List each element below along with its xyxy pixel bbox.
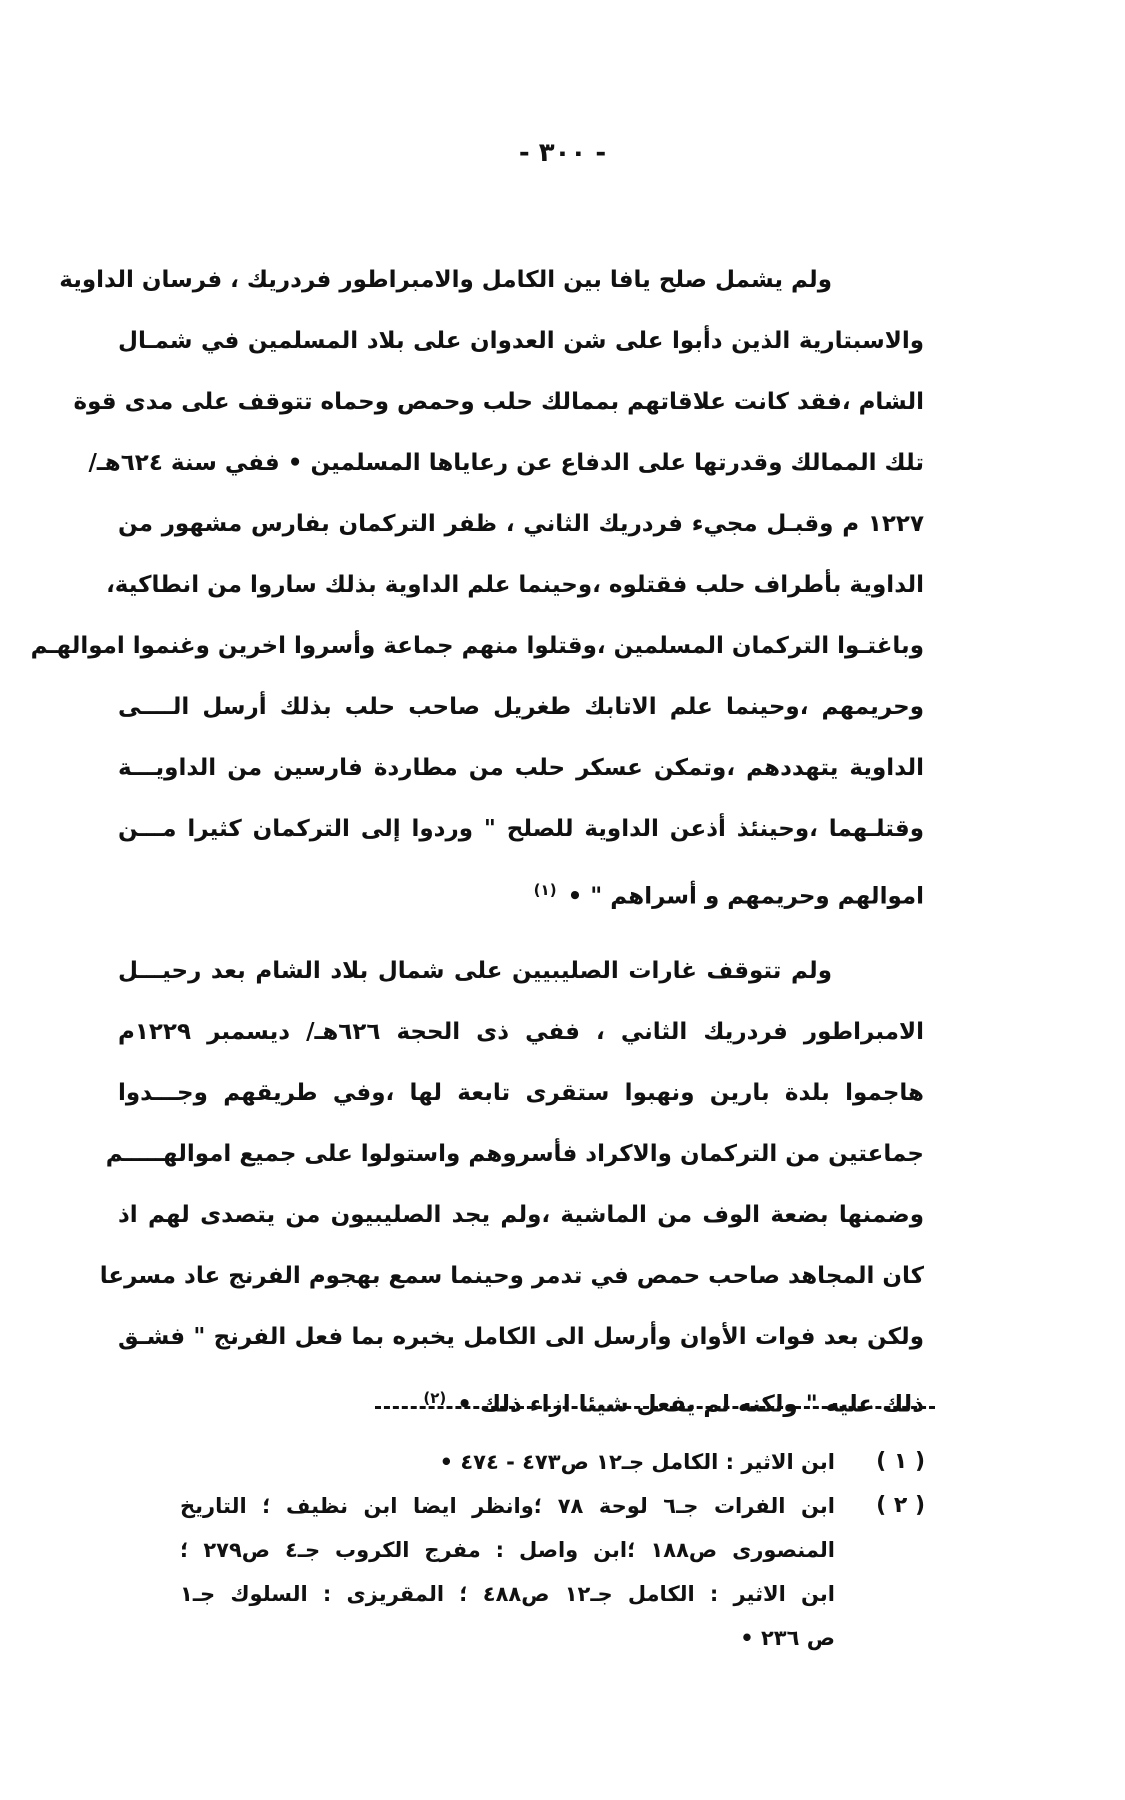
text-line-paragraph-end	[118, 1368, 924, 1429]
text-line: الداوية بأطراف حلب فقتلوه ،وحينما علم الداوية بذلك ساروا من انطاكية،	[106, 572, 924, 598]
footnote-line: ابن الفرات جـ٦ لوحة ٧٨ ؛وانظر ايضا ابن نظيف ؛ التاريخ	[180, 1494, 835, 1518]
text-line: ولم يشمل صلح يافا بين الكامل والامبراطور فردريك ، فرسان الداوية	[59, 267, 832, 293]
text-line: الشام ،فقد كانت علاقاتهم بممالك حلب وحمص وحماه تتوقف على مدى قوة	[73, 389, 924, 415]
page-number: - ٣٠٠ -	[518, 138, 607, 168]
text-line: وباغتـوا التركمان المسلمين ،وقتلوا منهم جماعة وأسروا اخرين وغنموا اموالهـم	[30, 633, 924, 659]
text-line: الامبراطور فردريك الثاني ، ففي ذى الحجة ٦٢٦هـ/ ديسمبر ١٢٢٩م	[118, 1019, 924, 1045]
footnote-2	[180, 1484, 925, 1660]
text-line: تلك الممالك وقدرتها على الدفاع عن رعاياها المسلمين • ففي سنة ٦٢٤هـ/	[88, 450, 924, 476]
footnote-reference-2[interactable]: (٢)	[423, 1389, 447, 1407]
text-line-paragraph-end	[118, 860, 924, 921]
footnote-line: ص ٢٣٦ •	[740, 1626, 835, 1650]
footnote-line: ابن الاثير : الكامل جـ١٢ ص٤٨٨ ؛ المقريزى : السلوك جـ١	[180, 1582, 836, 1606]
text-line: الداوية يتهددهم ،وتمكن عسكر حلب من مطاردة فارسين من الداويـــة	[118, 755, 924, 781]
paragraph-end-text: اموالهم وحريمهم و أسراهم " •	[567, 883, 924, 910]
text-line: كان المجاهد صاحب حمص في تدمر وحينما سمع بهجوم الفرنج عاد مسرعا	[99, 1263, 924, 1289]
footnote-line: ابن الاثير : الكامل جـ١٢ ص٤٧٣ - ٤٧٤ •	[439, 1450, 835, 1474]
footnote-text	[180, 1440, 835, 1484]
text-line: وحريمهم ،وحينما علم الاتابك طغريل صاحب حلب بذلك أرسل الــــى	[118, 694, 924, 720]
footnote-1	[180, 1440, 925, 1484]
text-line: وقتلـهما ،وحينئذ أذعن الداوية للصلح " وردوا إلى التركمان كثيرا مـــن	[118, 816, 924, 842]
footnote-reference-1[interactable]: (١)	[533, 881, 557, 899]
text-line: ولم تتوقف غارات الصليبيين على شمال بلاد الشام بعد رحيـــل	[118, 958, 832, 984]
footnote-line: المنصورى ص١٨٨ ؛ابن واصل : مفرج الكروب جـ٤ ص٢٧٩ ؛	[180, 1538, 835, 1562]
text-line: جماعتين من التركمان والاكراد فأسروهم واستولوا على جميع اموالهـــــم	[105, 1141, 924, 1167]
footnote-marker: ( ١ )	[876, 1449, 925, 1474]
footnotes	[180, 1440, 925, 1660]
text-line: هاجموا بلدة بارين ونهبوا ستقرى تابعة لها ،وفي طريقهم وجـــدوا	[118, 1080, 924, 1106]
text-line: وضمنها بضعة الوف من الماشية ،ولم يجد الصليبيون من يتصدى لهم اذ	[118, 1202, 924, 1228]
footnote-marker: ( ٢ )	[876, 1493, 925, 1518]
paragraph-gap	[118, 921, 924, 941]
main-text	[30, 250, 924, 1429]
footnote-separator	[375, 1406, 935, 1409]
paragraph-end-text: ذلك عليه " ولكنه لم يفعل شيئا ازاء ذلك •	[457, 1391, 924, 1418]
text-line: ولكن بعد فوات الأوان وأرسل الى الكامل يخبره بما فعل الفرنج " فشـق	[118, 1324, 924, 1350]
text-line: ١٢٢٧ م وقبـل مجيء فردريك الثاني ، ظفر التركمان بفارس مشهور من	[118, 511, 924, 537]
footnote-text	[180, 1484, 835, 1660]
text-line: والاسبتارية الذين دأبوا على شن العدوان على بلاد المسلمين في شمـال	[118, 328, 924, 354]
